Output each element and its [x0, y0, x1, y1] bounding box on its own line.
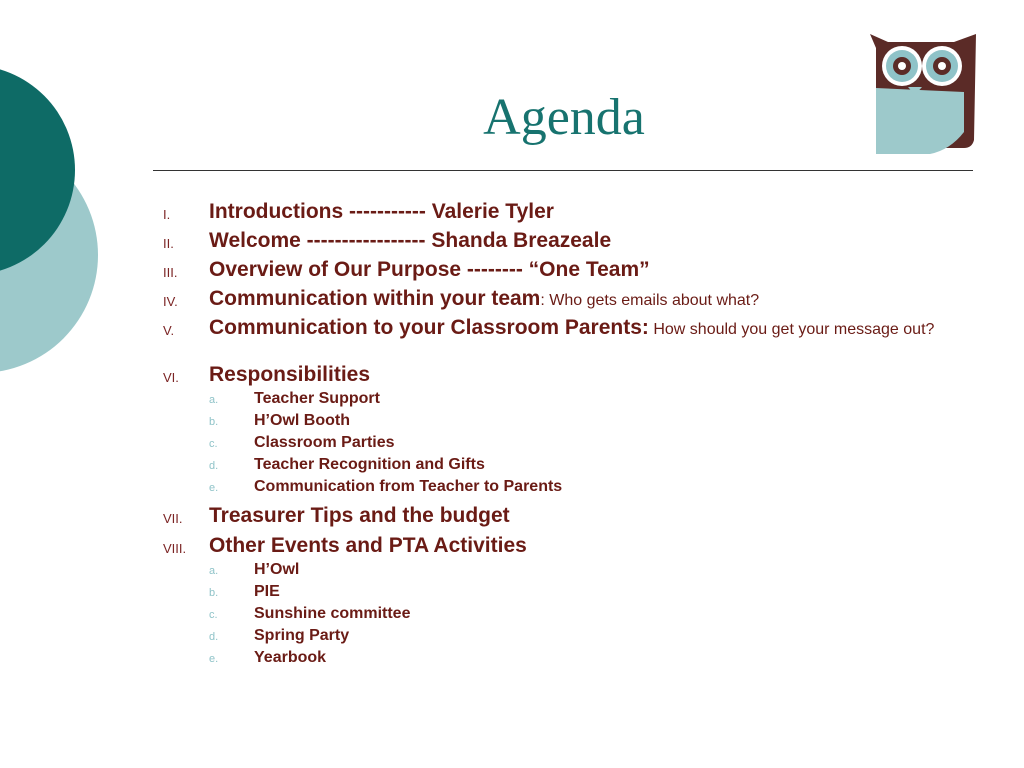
sub-marker: b. [209, 416, 219, 428]
agenda-text: Introductions ----------- Valerie Tyler [209, 200, 554, 223]
agenda-text: Communication within your team [209, 287, 541, 310]
teal-circles-decoration [0, 0, 110, 400]
agenda-marker: VI. [163, 370, 179, 385]
agenda-text: Treasurer Tips and the budget [209, 504, 510, 527]
sub-text: Teacher Recognition and Gifts [254, 456, 485, 473]
sub-marker: c. [209, 609, 218, 621]
agenda-marker: II. [163, 236, 174, 251]
agenda-marker: VIII. [163, 541, 187, 556]
sub-text: Classroom Parties [254, 434, 395, 451]
sub-text: PIE [254, 583, 280, 600]
sub-text: H’Owl Booth [254, 412, 350, 429]
sub-marker: d. [209, 631, 219, 643]
agenda-marker: I. [163, 207, 171, 222]
agenda-text: Communication to your Classroom Parents: [209, 316, 649, 339]
agenda-text: Welcome ----------------- Shanda Breazeale [209, 229, 612, 252]
sub-marker: a. [209, 565, 219, 577]
agenda-marker: IV. [163, 294, 178, 309]
agenda-text-block [209, 317, 944, 338]
sub-marker: c. [209, 438, 218, 450]
sub-marker: b. [209, 587, 219, 599]
agenda-text-block [209, 288, 944, 309]
sub-marker: e. [209, 653, 219, 665]
sub-marker: e. [209, 482, 219, 494]
agenda-marker: V. [163, 323, 175, 338]
owl-icon [868, 32, 978, 156]
sub-marker: a. [209, 394, 219, 406]
sub-text: Yearbook [254, 649, 327, 666]
agenda-marker: III. [163, 265, 178, 280]
agenda-text: Other Events and PTA Activities [209, 534, 527, 557]
agenda-note: : Who gets emails about what? [540, 292, 760, 309]
sub-text: Spring Party [254, 627, 350, 644]
slide-title: Agenda [483, 89, 645, 146]
sub-text: Sunshine committee [254, 605, 411, 622]
agenda-note: How should you get your message out? [648, 321, 935, 338]
title-divider [153, 170, 973, 171]
agenda-text: Overview of Our Purpose -------- “One Team” [209, 258, 650, 281]
sub-text: H’Owl [254, 561, 300, 578]
sub-text: Teacher Support [254, 390, 380, 407]
sub-marker: d. [209, 460, 219, 472]
sub-text: Communication from Teacher to Parents [254, 478, 563, 495]
agenda-marker: VII. [163, 511, 183, 526]
agenda-text: Responsibilities [209, 363, 371, 386]
